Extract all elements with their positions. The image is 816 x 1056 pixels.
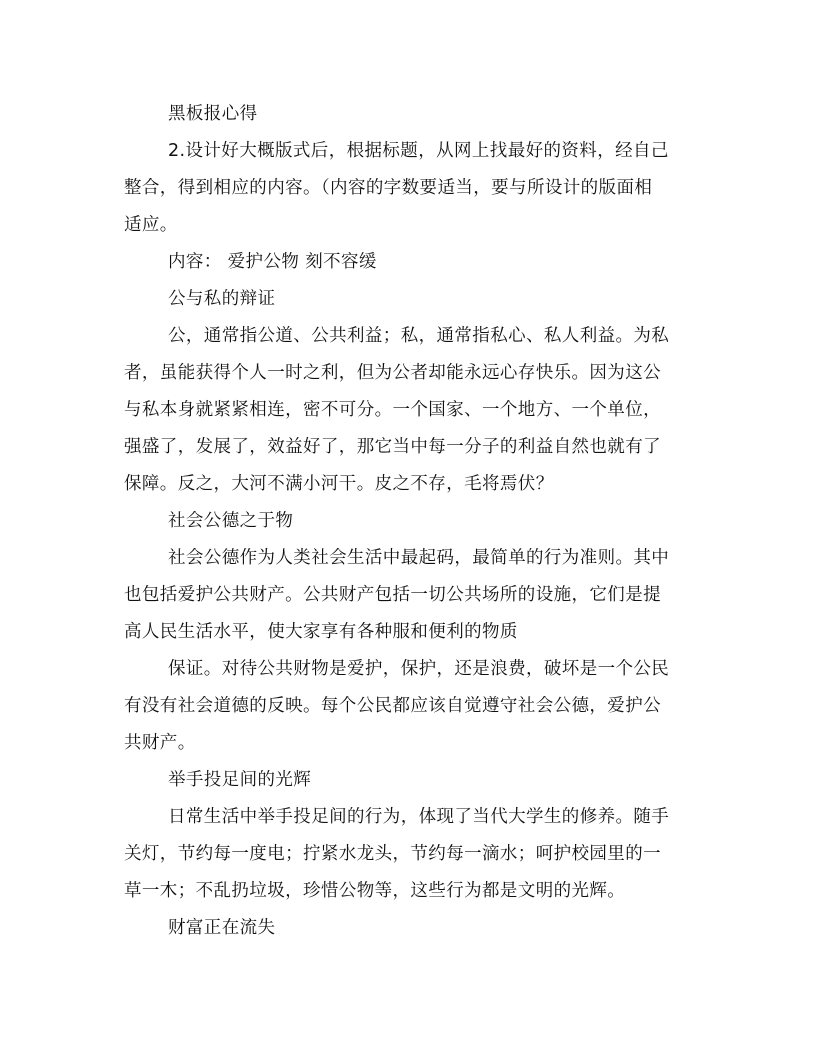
paragraph-line: 草一木；不乱扔垃圾，珍惜公物等，这些行为都是文明的光辉。 (124, 881, 626, 901)
section-heading: 财富正在流失 (168, 918, 276, 938)
heading-blackboard-experience: 黑板报心得 (168, 104, 258, 124)
paragraph-line: 保证。对待公共财物是爱护，保护，还是浪费，破坏是一个公民 (168, 659, 670, 679)
paragraph-line: 保障。反之，大河不满小河干。皮之不存，毛将焉伏？ (124, 474, 554, 494)
section-heading: 举手投足间的光辉 (168, 770, 312, 790)
paragraph-line: 关灯，节约每一度电；拧紧水龙头，节约每一滴水；呵护校园里的一 (124, 844, 661, 864)
paragraph-line: 公，通常指公道、公共利益；私，通常指私心、私人利益。为私 (168, 326, 670, 346)
document-body (124, 96, 692, 947)
paragraph-line: 日常生活中举手投足间的行为，体现了当代大学生的修养。随手 (168, 807, 670, 827)
paragraph-line: 有没有社会道德的反映。每个公民都应该自觉遵守社会公德，爱护公 (124, 696, 661, 716)
paragraph-line: 者，虽能获得个人一时之利，但为公者却能永远心存快乐。因为这公 (124, 363, 661, 383)
paragraph-line: 强盛了，发展了，效益好了，那它当中每一分子的利益自然也就有了 (124, 437, 661, 457)
section-heading: 公与私的辩证 (168, 289, 276, 309)
paragraph-line: 社会公德作为人类社会生活中最起码，最简单的行为准则。其中 (168, 548, 670, 568)
content-topic-line: 内容： 爱护公物 刻不容缓 (168, 252, 377, 272)
paragraph-line: 适应。 (124, 215, 178, 235)
paragraph-line: 整合，得到相应的内容。（内容的字数要适当，要与所设计的版面相 (124, 178, 653, 198)
paragraph-line: 共财产。 (124, 733, 196, 753)
paragraph-line: 与私本身就紧紧相连，密不可分。一个国家、一个地方、一个单位， (124, 400, 661, 420)
paragraph-line: 2.设计好大概版式后，根据标题，从网上找最好的资料，经自己 (168, 141, 669, 161)
section-heading: 社会公德之于物 (168, 511, 294, 531)
paragraph-line: 高人民生活水平，使大家享有各种服和便利的物质 (124, 622, 518, 642)
paragraph-line: 也包括爱护公共财产。公共财产包括一切公共场所的设施，它们是提 (124, 585, 661, 605)
